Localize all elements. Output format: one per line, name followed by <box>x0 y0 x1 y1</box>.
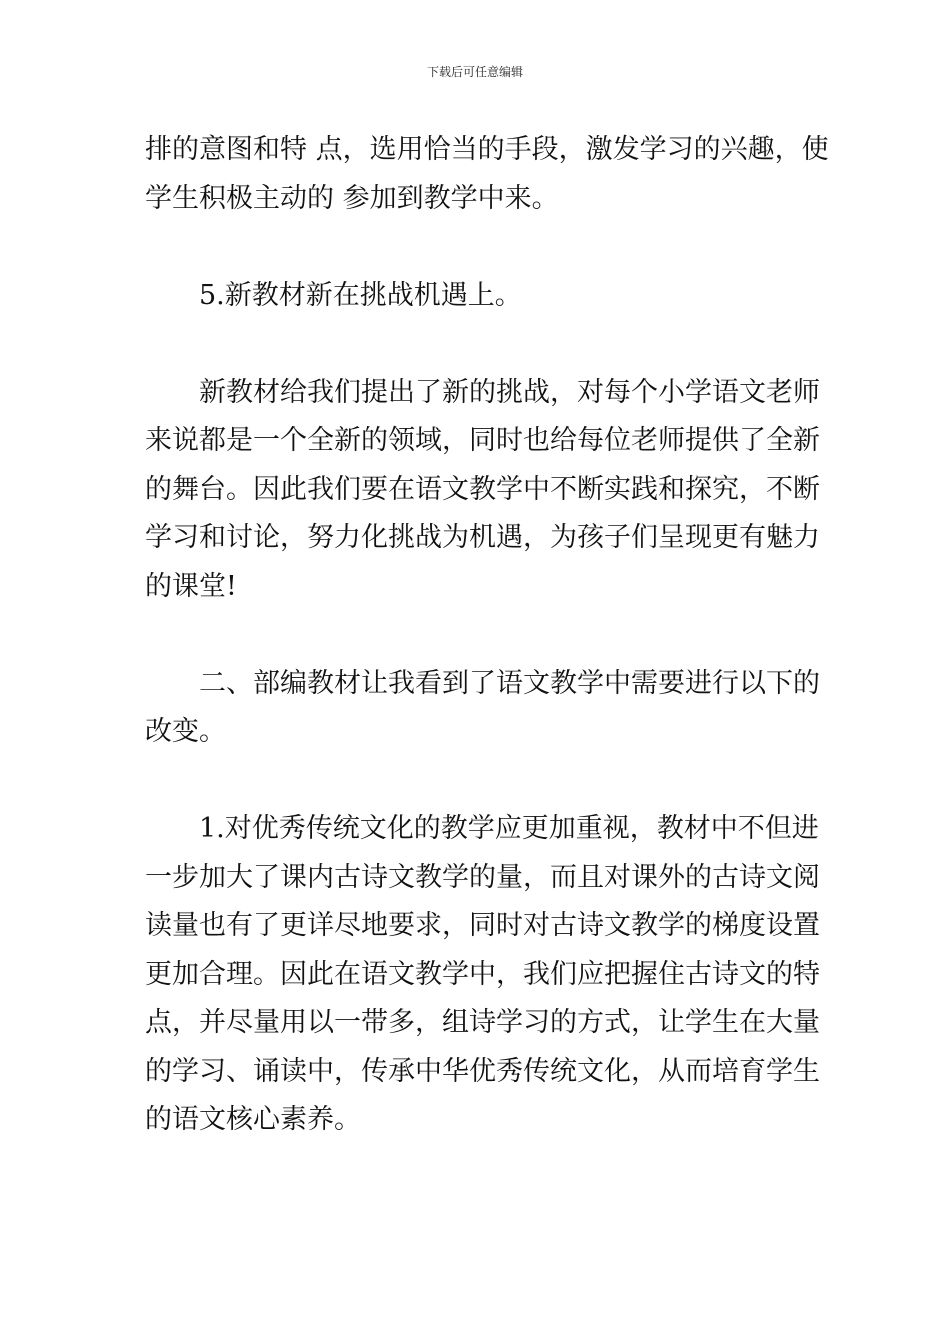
text-line: 的学习、诵读中，传承中华优秀传统文化，从而培育学生 <box>145 1055 820 1087</box>
text-line: 排的意图和特 点，选用恰当的手段，激发学习的兴趣，使 <box>145 134 829 165</box>
text-line: 的课堂! <box>145 570 237 602</box>
text-line: 新教材给我们提出了新的挑战，对每个小学语文老师 <box>199 376 820 408</box>
text-line: 更加合理。因此在语文教学中，我们应把握住古诗文的特 <box>145 958 820 990</box>
document-body <box>145 126 829 1145</box>
text-line: 的语文核心素养。 <box>145 1104 361 1135</box>
paragraph-gap <box>145 223 807 272</box>
paragraph-point-1-traditional-culture <box>145 805 820 1145</box>
text-line: 读量也有了更详尽地要求，同时对古诗文教学的梯度设置 <box>145 910 820 941</box>
paragraph-section-two-heading <box>145 660 820 757</box>
text-line: 二、部编教材让我看到了语文教学中需要进行以下的 <box>199 667 820 699</box>
text-line: 来说都是一个全新的领域，同时也给每位老师提供了全新 <box>145 425 820 456</box>
text-line: 学生积极主动的 参加到教学中来。 <box>145 182 559 214</box>
paragraph-gap <box>145 611 807 660</box>
paragraph-gap <box>145 320 807 369</box>
text-line: 5.新教材新在挑战机遇上。 <box>199 279 522 311</box>
text-line: 的舞台。因此我们要在语文教学中不断实践和探究，不断 <box>145 473 820 505</box>
text-line: 学习和讨论，努力化挑战为机遇，为孩子们呈现更有魅力 <box>145 522 820 553</box>
paragraph-gap <box>145 757 807 806</box>
text-line: 改变。 <box>145 716 226 747</box>
paragraph-point-5-heading <box>145 272 807 321</box>
text-line: 点，并尽量用以一带多，组诗学习的方式，让学生在大量 <box>145 1007 820 1038</box>
paragraph-new-challenges <box>145 369 820 612</box>
text-line: 一步加大了课内古诗文教学的量，而且对课外的古诗文阅 <box>145 861 820 893</box>
page-header-note: 下载后可任意编辑 <box>426 65 523 79</box>
paragraph-continued <box>145 126 829 223</box>
text-line: 1.对优秀传统文化的教学应更加重视，教材中不但进 <box>199 813 819 844</box>
